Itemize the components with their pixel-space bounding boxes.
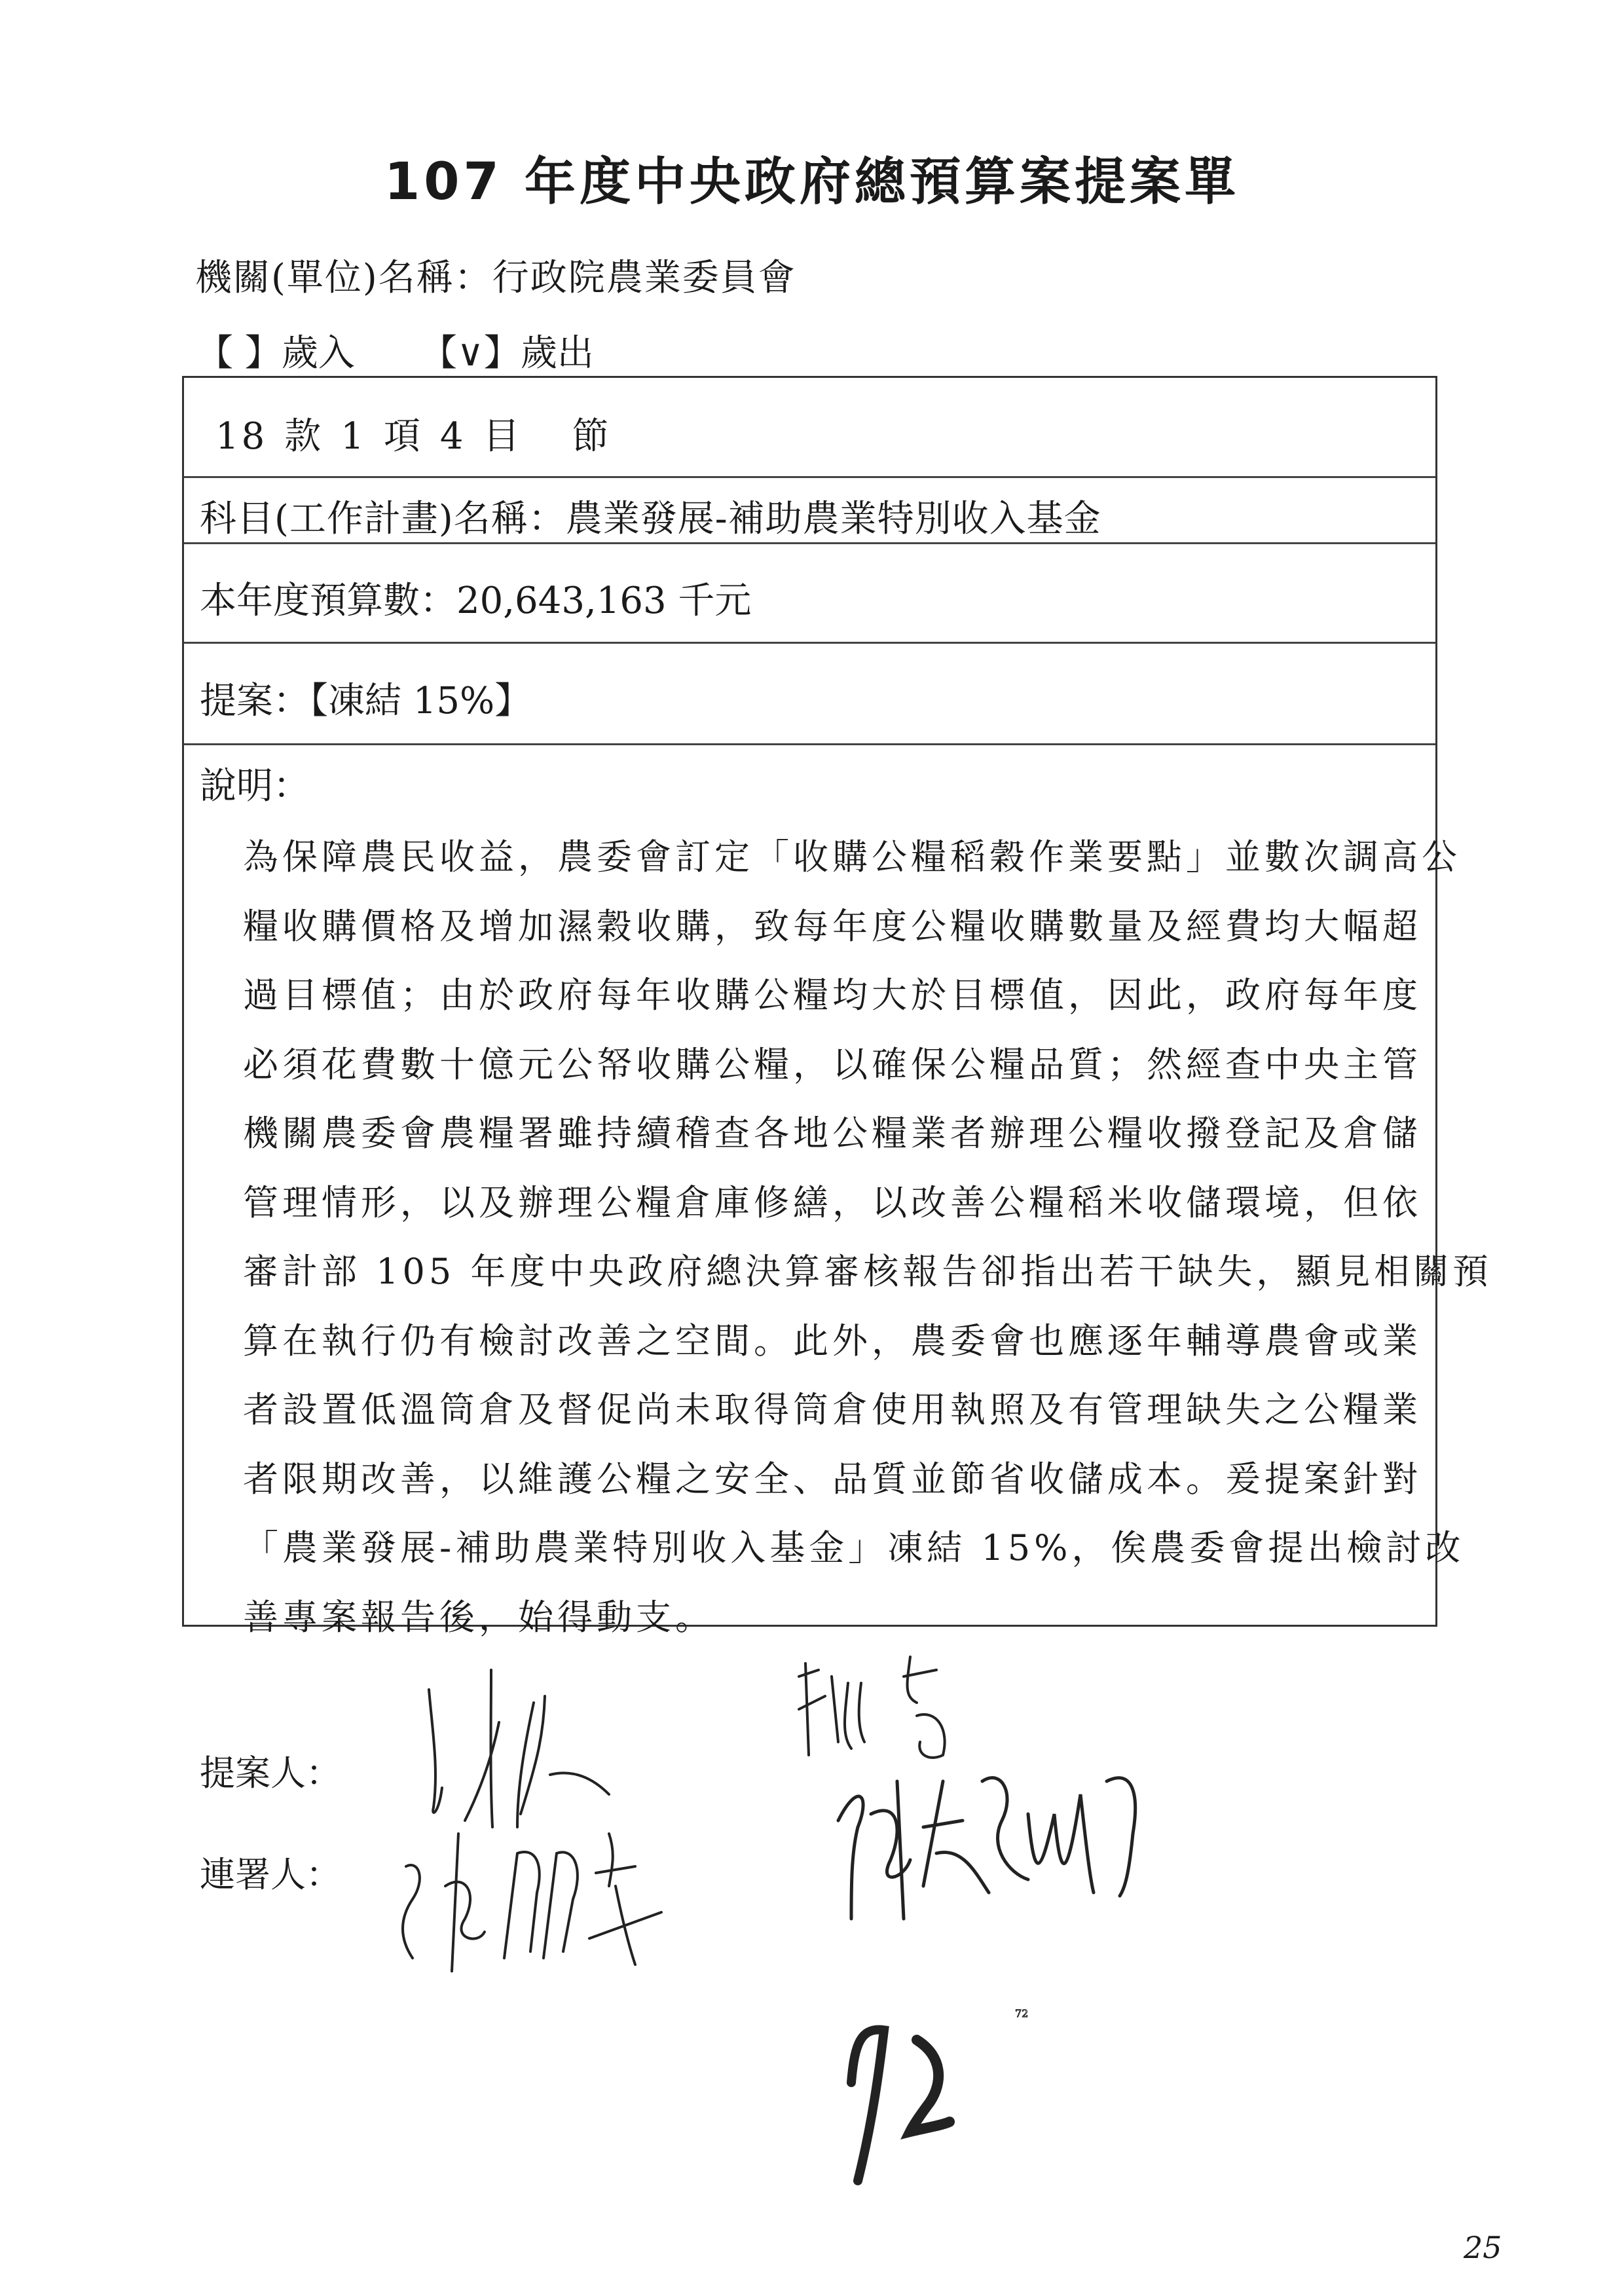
handwritten-signature-cosigner xyxy=(386,1827,753,1984)
document-title: 107 年度中央政府總預算案提案單 xyxy=(384,153,1240,212)
subject-name-row xyxy=(184,478,1435,544)
expense-label: 歲出 xyxy=(520,332,594,375)
description-line: 過目標值；由於政府每年收購公糧均大於目標值，因此，政府每年度 xyxy=(243,974,1422,1016)
budget-amount: 本年度預算數：20,643,163 千元 xyxy=(200,580,752,622)
description-line: 算在執行仍有檢討改善之空間。此外，農委會也應逐年輔導農會或業 xyxy=(243,1320,1422,1361)
handwritten-number xyxy=(845,2007,1029,2187)
description-row xyxy=(184,745,1492,1638)
mu-label: 目 xyxy=(483,415,523,458)
proposal-form-table xyxy=(182,376,1492,1638)
cosigner-label: 連署人： xyxy=(200,1854,341,1895)
description-line: 「農業發展-補助農業特別收入基金」凍結 15%，俟農委會提出檢討改 xyxy=(243,1527,1465,1568)
agency-name: 行政院農業委員會 xyxy=(492,257,796,299)
budget-code-row xyxy=(184,378,1435,478)
expense-checkbox: 【∨】 xyxy=(420,332,521,375)
description-line: 管理情形，以及辦理公糧倉庫修繕，以改善公糧稻米收儲環境，但依 xyxy=(243,1181,1422,1223)
handwritten-signature-chen xyxy=(832,1755,1172,1925)
xiang-label: 項 xyxy=(383,415,423,458)
description-line: 善專案報告後，始得動支。 xyxy=(243,1596,714,1638)
description-line: 糧收購價格及增加濕穀收購，致每年度公糧收購數量及經費均大幅超 xyxy=(243,905,1422,947)
budget-amount-row xyxy=(184,544,1435,644)
proposer-label: 提案人： xyxy=(200,1752,341,1794)
xiang-number: 1 xyxy=(341,415,367,458)
description-line: 必須花費數十億元公帑收購公糧，以確保公糧品質；然經查中央主管 xyxy=(243,1043,1422,1085)
description-line: 者限期改善，以維護公糧之安全、品質並節省收儲成本。爰提案針對 xyxy=(243,1458,1422,1500)
page-number: 25 xyxy=(1464,2230,1502,2265)
income-label: 歲入 xyxy=(281,332,355,375)
description-line: 審計部 105 年度中央政府總決算審核報告卻指出若干缺失，顯見相關預 xyxy=(243,1251,1492,1292)
agency-line xyxy=(195,249,796,301)
budget-code xyxy=(215,407,629,460)
description-line: 為保障農民收益，農委會訂定「收購公糧稻穀作業要點」並數次調高公 xyxy=(243,836,1461,878)
description-line: 機關農委會農糧署雖持續稽查各地公糧業者辦理公糧收撥登記及倉儲 xyxy=(243,1113,1422,1154)
proposal-text: 提案：【凍結 15%】 xyxy=(200,680,532,722)
budget-type-selector xyxy=(196,324,594,377)
description-label: 說明： xyxy=(200,765,310,807)
handwritten-number-text: 72 xyxy=(1015,2007,1029,2020)
subject-name: 科目(工作計畫)名稱：農業發展-補助農業特別收入基金 xyxy=(200,498,1101,540)
description-line: 者設置低溫筒倉及督促尚未取得筒倉使用執照及有管理缺失之公糧業 xyxy=(243,1389,1422,1430)
income-checkbox: 【 】 xyxy=(196,332,282,375)
handwritten-signature-proposer xyxy=(393,1657,694,1853)
description-body xyxy=(243,823,1492,1652)
handwritten-signature-top-right xyxy=(786,1650,995,1768)
kuan-number: 18 xyxy=(215,415,268,458)
kuan-label: 款 xyxy=(284,415,324,458)
proposal-row xyxy=(184,644,1435,745)
jie-label: 節 xyxy=(572,415,612,458)
mu-number: 4 xyxy=(439,415,466,458)
agency-label: 機關(單位)名稱： xyxy=(195,257,492,299)
